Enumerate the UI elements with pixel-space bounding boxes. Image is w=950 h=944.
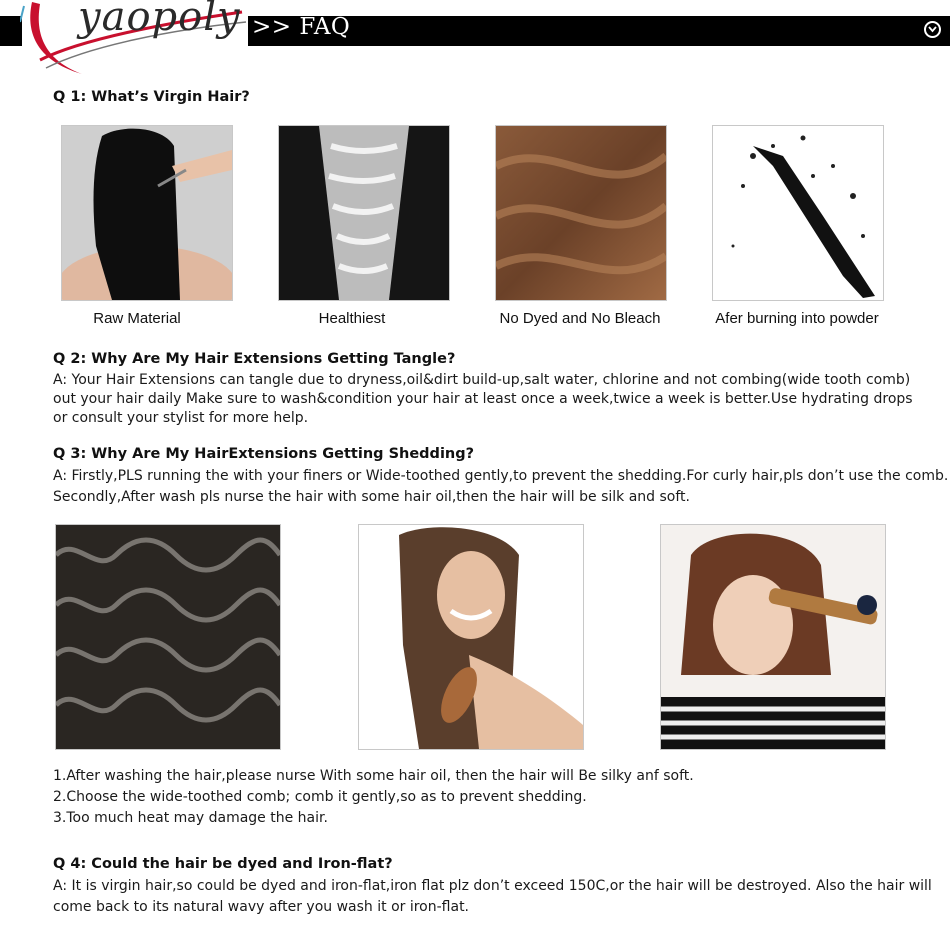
burning-hair-powder-image xyxy=(712,125,884,301)
brand-logo xyxy=(20,0,248,80)
chevron-down-icon[interactable] xyxy=(924,21,941,38)
question-4: Q 4: Could the hair be dyed and Iron-flat? xyxy=(53,856,393,872)
answer-4-line-1: A: It is virgin hair,so could be dyed and iron-flat,iron flat plz don’t exceed 150C,or the hair will be destroyed. Also the hair will xyxy=(53,878,932,894)
caption-no-dyed: No Dyed and No Bleach xyxy=(499,310,661,327)
faq-header xyxy=(0,0,950,80)
wavy-hair-bundle-image xyxy=(55,524,281,750)
woman-curling-iron-image xyxy=(660,524,886,750)
caption-raw-material: Raw Material xyxy=(93,310,181,327)
answer-3-line-2: Secondly,After wash pls nurse the hair with some hair oil,then the hair will be silk and soft. xyxy=(53,489,690,505)
answer-2-line-2: out your hair daily Make sure to wash&condition your hair at least once a week,twice a week is better.Use hydrating drops xyxy=(53,391,913,407)
header-bar xyxy=(248,16,950,46)
logo-text: yaopoly xyxy=(78,0,241,40)
answer-4-line-2: come back to its natural wavy after you wash it or iron-flat. xyxy=(53,899,470,915)
caption-healthiest: Healthiest xyxy=(318,310,386,327)
question-3: Q 3: Why Are My HairExtensions Getting Shedding? xyxy=(53,446,475,462)
caption-burning: Afer burning into powder xyxy=(715,310,879,327)
answer-3-line-1: A: Firstly,PLS running the with your finers or Wide-toothed gently,to prevent the shedding.For curly hair,pls don’t use the comb. xyxy=(53,468,949,484)
woman-brushing-hair-image xyxy=(358,524,584,750)
raw-material-image xyxy=(61,125,233,301)
tip-1: 1.After washing the hair,please nurse With some hair oil, then the hair will Be silky anf soft. xyxy=(53,768,694,784)
natural-hair-color-image xyxy=(495,125,667,301)
tip-3: 3.Too much heat may damage the hair. xyxy=(53,810,328,826)
answer-2-line-1: A: Your Hair Extensions can tangle due to dryness,oil&dirt build-up,salt water, chlorine and not combing(wide tooth comb) xyxy=(53,372,911,388)
header-bar-left xyxy=(0,16,22,46)
tip-2: 2.Choose the wide-toothed comb; comb it gently,so as to prevent shedding. xyxy=(53,789,587,805)
healthy-hair-strand-image xyxy=(278,125,450,301)
question-2: Q 2: Why Are My Hair Extensions Getting Tangle? xyxy=(53,351,456,367)
question-1: Q 1: What’s Virgin Hair? xyxy=(53,89,250,105)
answer-2-line-3: or consult your stylist for more help. xyxy=(53,410,309,426)
page-title: >> FAQ xyxy=(252,14,351,40)
